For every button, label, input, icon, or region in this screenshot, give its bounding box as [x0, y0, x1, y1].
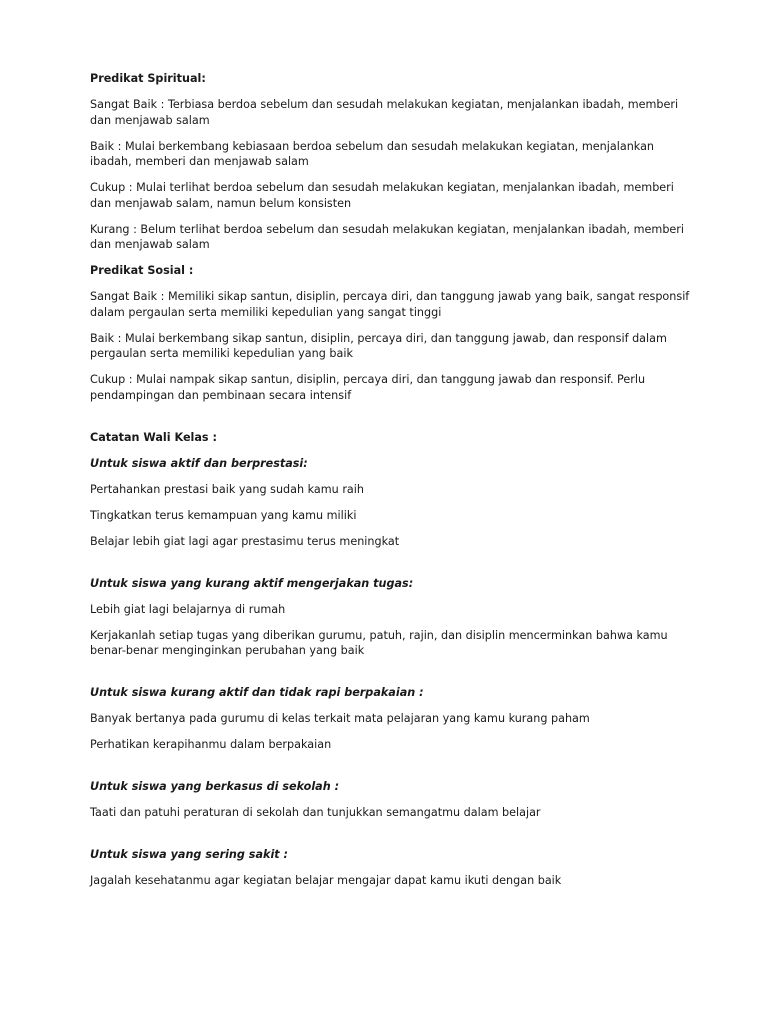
section-item: Perhatikan kerapihanmu dalam berpakaian	[90, 738, 332, 751]
spiritual-item: Baik : Mulai berkembang kebiasaan berdoa sebelum dan sesudah melakukan kegiatan, menjalankan ibadah, memberi dan menjawab salam	[90, 139, 655, 168]
spiritual-item: Sangat Baik : Terbiasa berdoa sebelum dan sesudah melakukan kegiatan, menjalankan ibadah, memberi dan menjawab salam	[90, 98, 679, 127]
section-item: Kerjakanlah setiap tugas yang diberikan gurumu, patuh, rajin, dan disiplin mencerminkan bahwa kamu benar-benar menginginkan perubahan yang baik	[90, 628, 668, 657]
section-item: Pertahankan prestasi baik yang sudah kamu raih	[90, 482, 364, 496]
spacer	[90, 831, 690, 847]
section-title: Untuk siswa aktif dan berprestasi:	[90, 456, 308, 470]
section-title: Untuk siswa yang kurang aktif mengerjakan tugas:	[90, 576, 414, 590]
section-title: Untuk siswa yang sering sakit :	[90, 848, 289, 861]
sosial-heading: Predikat Sosial :	[90, 264, 194, 277]
document-page	[90, 71, 690, 899]
section-item: Taati dan patuhi peraturan di sekolah dan tunjukkan semangatmu dalam belajar	[90, 806, 541, 819]
sosial-item: Cukup : Mulai nampak sikap santun, disiplin, percaya diri, dan tanggung jawab dan responsif. Perlu pendampingan dan pembinaan secara intensif	[90, 373, 646, 402]
section-item: Tingkatkan terus kemampuan yang kamu miliki	[90, 508, 357, 522]
section-item: Lebih giat lagi belajarnya di rumah	[90, 602, 286, 616]
spiritual-heading: Predikat Spiritual:	[90, 72, 206, 85]
spacer	[90, 669, 690, 685]
section-item: Jagalah kesehatanmu agar kegiatan belajar mengajar dapat kamu ikuti dengan baik	[90, 874, 562, 887]
sosial-item: Sangat Baik : Memiliki sikap santun, disiplin, percaya diri, dan tanggung jawab yang baik, sangat responsif dalam pergaulan serta memiliki kepedulian yang sangat tinggi	[90, 290, 690, 319]
section-title: Untuk siswa yang berkasus di sekolah :	[90, 780, 340, 793]
section-item: Banyak bertanya pada gurumu di kelas terkait mata pelajaran yang kamu kurang paham	[90, 712, 590, 725]
section-item: Belajar lebih giat lagi agar prestasimu terus meningkat	[90, 534, 400, 548]
sosial-item: Baik : Mulai berkembang sikap santun, disiplin, percaya diri, dan tanggung jawab, dan responsif dalam pergaulan serta memiliki kepedulian yang baik	[90, 331, 667, 360]
catatan-heading: Catatan Wali Kelas :	[90, 430, 217, 444]
spiritual-item: Kurang : Belum terlihat berdoa sebelum dan sesudah melakukan kegiatan, menjalankan ibadah, memberi dan menjawab salam	[90, 222, 685, 251]
section-title: Untuk siswa kurang aktif dan tidak rapi berpakaian :	[90, 686, 424, 699]
spacer	[90, 763, 690, 779]
spacer	[90, 560, 690, 576]
spacer	[90, 414, 690, 430]
spiritual-item: Cukup : Mulai terlihat berdoa sebelum dan sesudah melakukan kegiatan, menjalankan ibadah, memberi dan menjawab salam, namun belum konsisten	[90, 181, 674, 210]
